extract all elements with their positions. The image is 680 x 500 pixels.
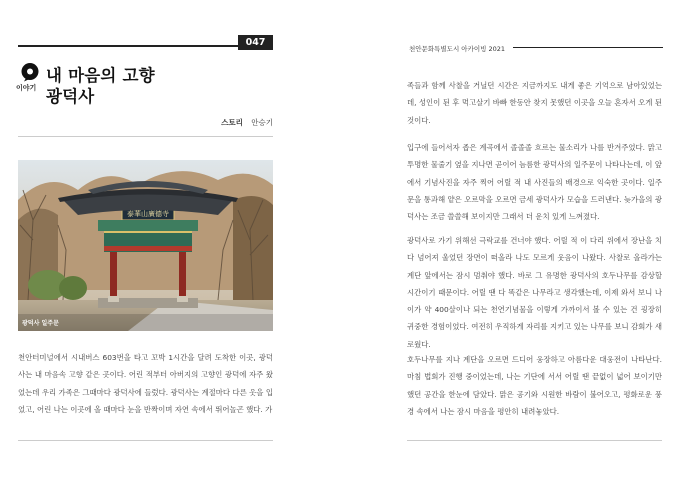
article-title-line1: 내 마음의 고향 — [46, 66, 155, 85]
temple-sign-text: 泰華山廣德寺 — [127, 210, 169, 218]
divider — [18, 136, 273, 137]
section-label: 이야기 — [16, 84, 37, 92]
article-title-line2: 광덕사 — [46, 87, 95, 106]
header-rule — [18, 45, 273, 47]
author-credit — [221, 117, 273, 128]
right-page — [340, 0, 680, 500]
running-header: 천안문화특별도시 아카이빙 2021 — [409, 45, 506, 53]
footer-rule — [18, 440, 273, 441]
speech-bubble-icon — [20, 62, 40, 82]
header-rule — [513, 47, 663, 48]
photo-caption: 광덕사 일주문 — [22, 320, 59, 327]
body-paragraph: 입구에 들어서자 좁은 계곡에서 졸졸졸 흐르는 물소리가 나를 반겨주었다. 맑고 투명한 물줄기 옆을 지나면 곧이어 늠름한 광덕사의 일주문이 나타나는데, 이 앞에서 기념사진을 자주 찍어 어릴 적 내 사진들의 배경으로 익숙한 곳이다. 일주문을 통과해 얕은 오르막을 오르면 금세 광덕사가 모습을 드러낸다. 늦가을의 광덕사는 조금 쓸쓸해 보이지만 그래서 더 운치 있게 느껴졌다. — [407, 143, 662, 222]
body-paragraph: 족들과 함께 사찰을 거닐던 시간은 지금까지도 내게 좋은 기억으로 남아있었는데, 성인이 된 후 먹고살기 바빠 한동안 찾지 못했던 이곳을 오늘 혼자서 오게 된 것이다. — [407, 81, 662, 125]
footer-rule — [407, 440, 662, 441]
author-name: 안승기 — [251, 118, 273, 127]
body-paragraph: 광덕사로 가기 위해선 극락교를 건너야 했다. 어릴 적 이 다리 위에서 장난을 치다 넘어져 울었던 장면이 떠올라 나도 모르게 웃음이 나왔다. 사찰로 올라가는 계단 앞에서는 잠시 멈춰야 했다. 바로 그 유명한 광덕사의 호두나무를 감상할 시간이기 때문이다. 어릴 땐 다 똑같은 나무라고 생각했는데, 이제 와서 보니 나이가 약 400살이나 되는 천연기념물을 이렇게 가까이서 볼 수 있는 건 굉장히 귀중한 경험이었다. 여전히 우직하게 자리를 지키고 있는 나무를 보니 감회가 새로웠다. — [407, 236, 662, 349]
body-paragraph: 호두나무를 지나 계단을 오르면 드디어 웅장하고 아름다운 대웅전이 나타난다. 마침 법회가 진행 중이었는데, 나는 기단에 서서 어릴 땐 끝없이 넓어 보이기만 했던 공간을 한눈에 담았다. 맑은 공기와 시원한 바람이 불어오고, 평화로운 풍경 속에서 나는 잠시 마음을 평안히 내려놓았다. — [407, 355, 662, 416]
body-paragraph: 천안터미널에서 시내버스 603번을 타고 꼬박 1시간을 달려 도착한 이곳, 광덕사는 내 마음속 고향 같은 곳이다. 어린 적부터 아버지의 고향인 광덕에 자주 왔었는데 우리 가족은 그때마다 광덕사에 들렀다. 광덕사는 계절마다 다른 옷을 입었고, 어린 나는 이곳에 올 때마다 눈을 반짝이며 자연 속에서 뛰어놀곤 했다. 가 — [18, 353, 273, 414]
temple-gate-photo — [18, 160, 273, 331]
page-number: 047 — [238, 35, 273, 50]
author-role: 스토리 — [221, 118, 243, 127]
